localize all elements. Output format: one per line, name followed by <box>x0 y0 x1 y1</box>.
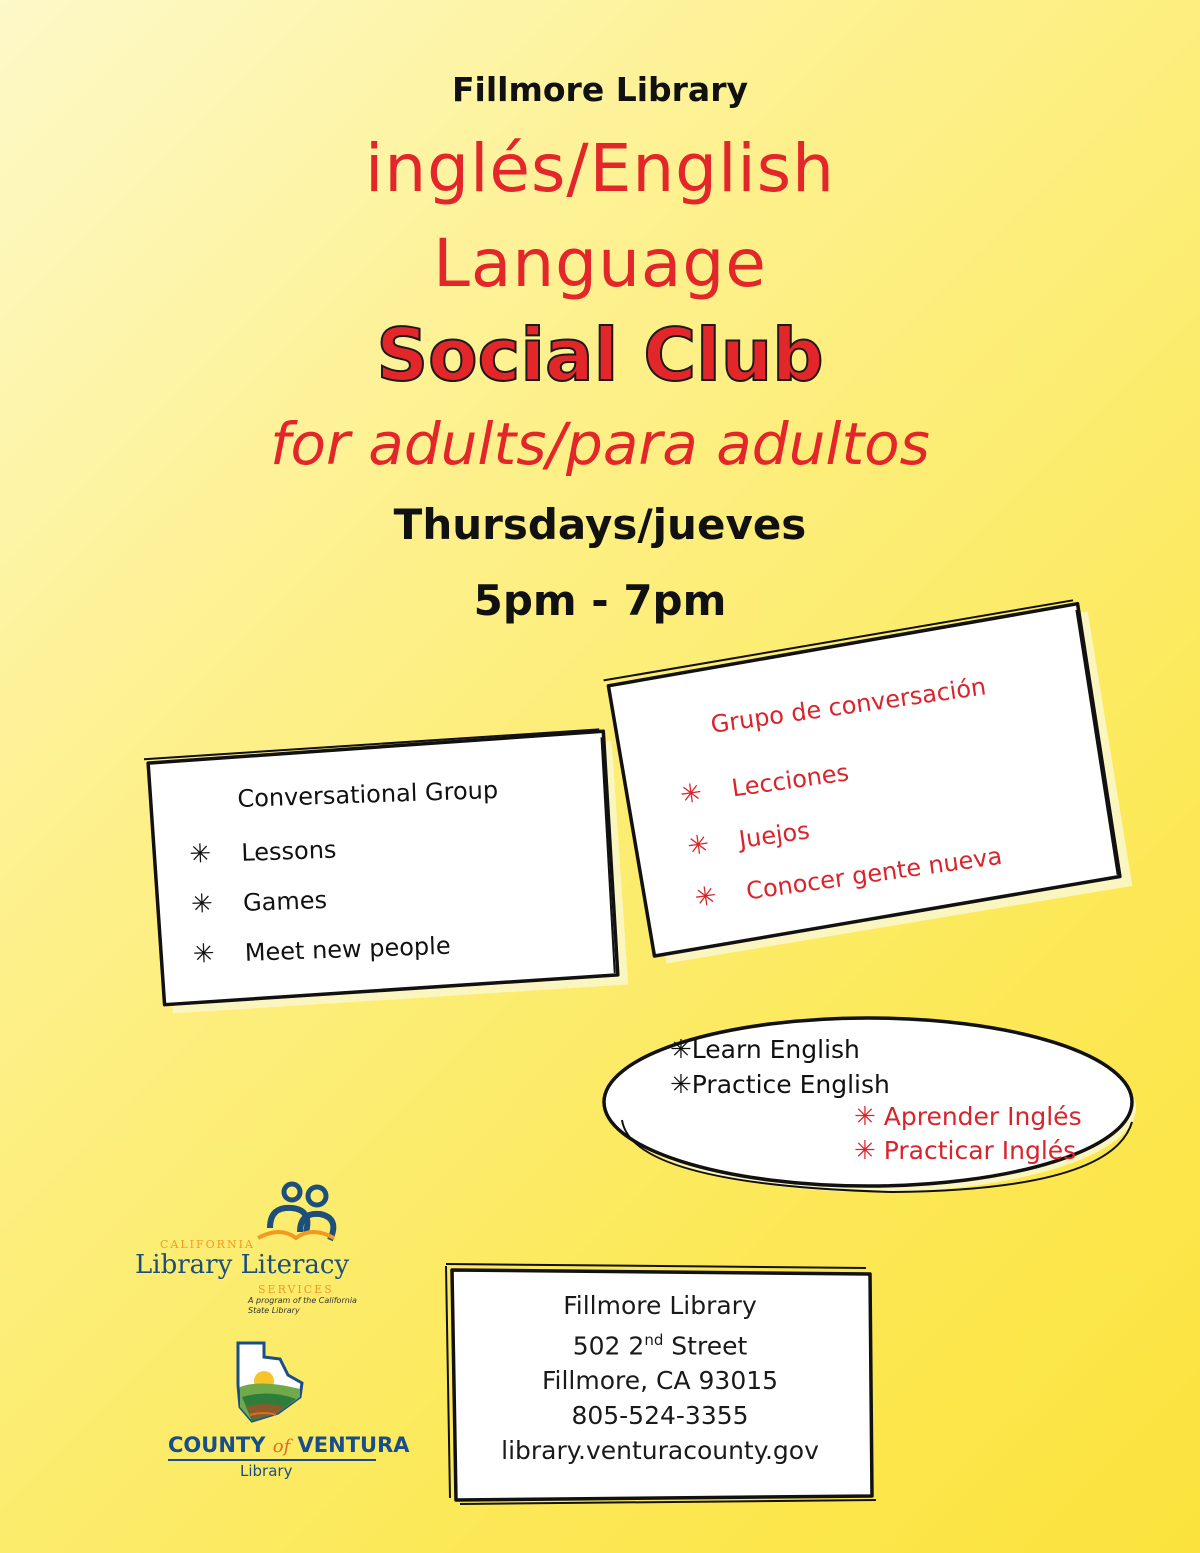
county-logo-word-ventura: VENTURA <box>290 1433 410 1457</box>
asterisk-icon: ✳ <box>678 777 705 811</box>
address-street-name: Street <box>663 1331 748 1361</box>
list-item <box>191 885 328 920</box>
title-line-1: inglés/English <box>365 130 835 207</box>
bubble-item <box>854 1102 1082 1132</box>
county-logo-word-of: of <box>272 1436 291 1457</box>
literacy-logo-program: A program of the California State Library <box>248 1296 357 1315</box>
address-card <box>440 1260 880 1505</box>
bubble-item <box>670 1070 890 1100</box>
list-item-label: Games <box>242 885 328 917</box>
address-city: Fillmore, CA 93015 <box>541 1366 779 1396</box>
spanish-info-card <box>610 615 1120 945</box>
asterisk-icon: ✳ <box>192 938 216 970</box>
literacy-logo-services: SERVICES <box>258 1283 334 1296</box>
county-logo-sub: Library <box>240 1462 293 1480</box>
bubble-item <box>670 1035 860 1065</box>
asterisk-icon: ✳ <box>190 888 214 920</box>
bubble-item-label: Practicar Inglés <box>883 1136 1077 1165</box>
list-item <box>189 835 337 870</box>
learn-practice-bubble <box>592 1010 1142 1200</box>
meeting-time: 5pm - 7pm <box>473 576 727 625</box>
list-item-label: Lecciones <box>729 758 851 803</box>
literacy-logo-top: CALIFORNIA <box>160 1238 255 1251</box>
bubble-item-label: Aprender Inglés <box>883 1102 1082 1131</box>
list-item-label: Juejos <box>737 816 812 854</box>
county-logo-main <box>168 1433 410 1457</box>
address-library-name: Fillmore Library <box>563 1291 757 1320</box>
address-street-suffix: nd <box>644 1331 664 1349</box>
literacy-logo-main: Library Literacy <box>135 1250 350 1280</box>
county-logo-divider <box>168 1459 376 1461</box>
bubble-item-label: Practice English <box>691 1070 890 1099</box>
address-phone: 805-524-3355 <box>571 1401 749 1431</box>
asterisk-icon: ✳ <box>692 880 719 914</box>
list-item-label: Meet new people <box>244 931 452 967</box>
english-info-card <box>140 725 625 1015</box>
spanish-card-heading: Grupo de conversación <box>708 672 988 739</box>
subtitle-adults: for adults/para adultos <box>270 410 930 478</box>
bubble-item-label: Learn English <box>691 1035 860 1064</box>
asterisk-icon: ✳ <box>188 838 212 870</box>
california-library-literacy-logo <box>130 1180 370 1320</box>
library-name: Fillmore Library <box>452 70 748 109</box>
asterisk-icon: ✳ <box>670 1070 692 1100</box>
asterisk-icon: ✳ <box>685 829 712 863</box>
bubble-item <box>854 1136 1076 1166</box>
list-item-label: Conocer gente nueva <box>744 841 1004 906</box>
county-of-ventura-logo <box>160 1335 410 1485</box>
english-card-heading: Conversational Group <box>236 775 499 814</box>
english-card-frame <box>135 717 630 1024</box>
asterisk-icon: ✳ <box>670 1035 692 1065</box>
address-street <box>440 1323 880 1363</box>
asterisk-icon: ✳ <box>854 1136 876 1166</box>
county-map-icon <box>160 1335 390 1435</box>
title-line-2: Language <box>433 225 767 302</box>
county-logo-word-county: COUNTY <box>168 1433 273 1457</box>
title-social-club: Social Club <box>376 313 824 397</box>
list-item-label: Lessons <box>240 835 337 867</box>
meeting-day: Thursdays/jueves <box>393 500 807 549</box>
address-website: library.venturacounty.gov <box>501 1436 819 1466</box>
address-street-number: 502 2 <box>572 1331 645 1361</box>
spanish-card-frame <box>590 581 1141 979</box>
asterisk-icon: ✳ <box>854 1102 876 1132</box>
